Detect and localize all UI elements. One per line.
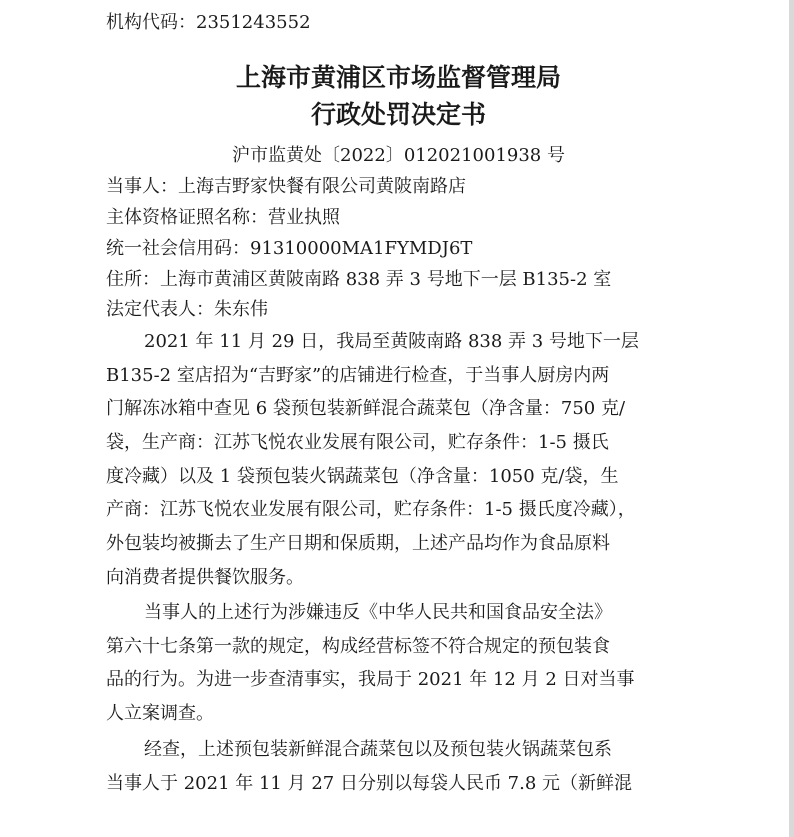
credit-code: 统一社会信用码：91310000MA1FYMDJ6T	[106, 238, 473, 259]
paragraph-line: 经查，上述预包装新鲜混合蔬菜包以及预包装火锅蔬菜包系	[144, 739, 612, 760]
paragraph-line: B135-2 室店招为“吉野家”的店铺进行检查，于当事人厨房内两	[106, 365, 610, 386]
paragraph-line: 向消费者提供餐饮服务。	[106, 567, 304, 588]
page-title-agency: 上海市黄浦区市场监督管理局	[235, 63, 561, 92]
paragraph-line: 当事人于 2021 年 11 月 27 日分别以每袋人民币 7.8 元（新鲜混	[106, 773, 633, 794]
page-title-document-type: 行政处罚决定书	[310, 100, 486, 129]
paragraph-line: 当事人的上述行为涉嫌违反《中华人民共和国食品安全法》	[144, 602, 612, 623]
paragraph-line: 产商：江苏飞悦农业发展有限公司，贮存条件：1-5 摄氏度冷藏），	[106, 499, 636, 520]
party-name: 当事人：上海吉野家快餐有限公司黄陂南路店	[106, 176, 466, 197]
org-code: 机构代码：2351243552	[106, 12, 311, 33]
certificate-type: 主体资格证照名称：营业执照	[106, 207, 340, 228]
paragraph-line: 外包装均被撕去了生产日期和保质期，上述产品均作为食品原料	[106, 533, 610, 554]
paragraph-line: 门解冻冰箱中查见 6 袋预包装新鲜混合蔬菜包（净含量：750 克/	[106, 398, 626, 419]
paragraph-line: 度冷藏）以及 1 袋预包装火锅蔬菜包（净含量：1050 克/袋，生	[106, 466, 619, 487]
paragraph-line: 2021 年 11 月 29 日，我局至黄陂南路 838 弄 3 号地下一层	[144, 331, 639, 352]
paragraph-line: 袋，生产商：江苏飞悦农业发展有限公司，贮存条件：1-5 摄氏	[106, 432, 609, 453]
legal-representative: 法定代表人：朱东伟	[106, 299, 268, 320]
document-number: 沪市监黄处〔2022〕012021001938 号	[232, 145, 565, 166]
page-edge	[789, 0, 794, 837]
party-address: 住所：上海市黄浦区黄陂南路 838 弄 3 号地下一层 B135-2 室	[106, 269, 612, 290]
paragraph-line: 人立案调查。	[106, 703, 214, 724]
paragraph-line: 第六十七条第一款的规定，构成经营标签不符合规定的预包装食	[106, 636, 610, 657]
paragraph-line: 品的行为。为进一步查清事实，我局于 2021 年 12 月 2 日对当事	[106, 669, 635, 690]
